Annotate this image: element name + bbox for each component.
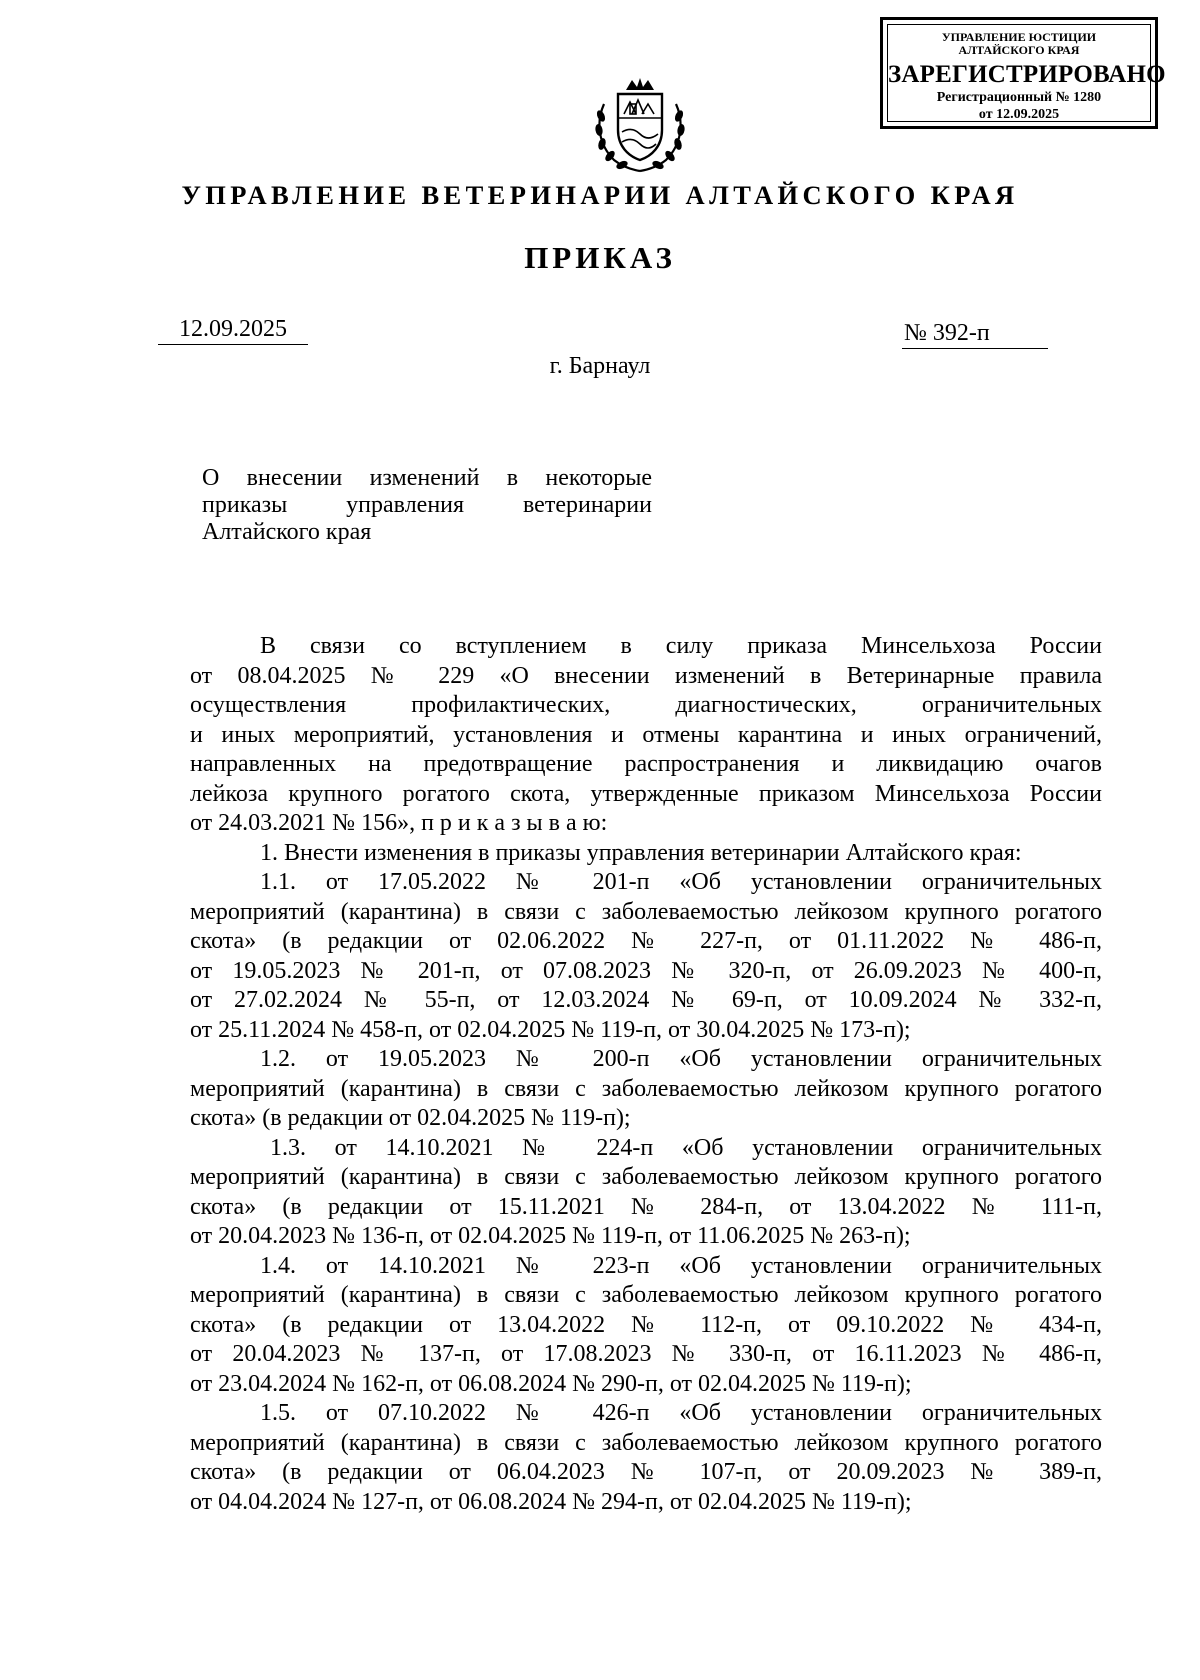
document-date: 12.09.2025 — [158, 316, 308, 345]
body-line: 1.3. от 14.10.2021 № 224-п «Об установлении ограничительных — [270, 1134, 1102, 1161]
body-line: скота» (в редакции от 02.04.2025 № 119-п); — [190, 1105, 631, 1131]
body-line: 1.4. от 14.10.2021 № 223-п «Об установлении ограничительных — [260, 1252, 1102, 1279]
stamp-inner-border — [887, 24, 1166, 122]
body-line: от 20.04.2023 № 137-п, от 17.08.2023 № 330-п, от 16.11.2023 № 486-п, — [190, 1341, 1102, 1367]
body-line: скота» (в редакции от 13.04.2022 № 112-п, от 09.10.2022 № 434-п, — [190, 1311, 1102, 1338]
body-line: от 19.05.2023 № 201-п, от 07.08.2023 № 320-п, от 26.09.2023 № 400-п, — [190, 957, 1102, 984]
body-line: 1. Внести изменения в приказы управления ветеринарии Алтайского края: — [260, 839, 1022, 866]
body-line: 1.1. от 17.05.2022 № 201-п «Об установлении ограничительных — [260, 869, 1102, 895]
subject-line: Алтайского края — [202, 519, 372, 545]
document-body — [190, 632, 1102, 1517]
body-line: от 27.02.2024 № 55-п, от 12.03.2024 № 69-п, от 10.09.2024 № 332-п, — [190, 987, 1102, 1013]
document-number: № 392-п — [902, 320, 1048, 349]
body-line: направленных на предотвращение распространения и ликвидацию очагов — [190, 751, 1102, 777]
subject-line: О внесении изменений в некоторые — [202, 465, 652, 491]
body-line: мероприятий (карантина) в связи с заболеваемостью лейкозом крупного рогатого — [190, 1164, 1102, 1190]
stamp-org-line-2: АЛТАЙСКОГО КРАЯ — [958, 43, 1080, 57]
registration-stamp — [880, 17, 1166, 129]
body-line: и иных мероприятий, установления и отмены карантина и иных ограничений, — [190, 721, 1102, 748]
body-line: скота» (в редакции от 15.11.2021 № 284-п, от 13.04.2022 № 111-п, — [190, 1193, 1102, 1220]
body-line: мероприятий (карантина) в связи с заболеваемостью лейкозом крупного рогатого — [190, 1429, 1102, 1456]
subject-line: приказы управления ветеринарии — [202, 492, 652, 518]
body-line: осуществления профилактических, диагностических, ограничительных — [190, 692, 1102, 718]
body-line: 1.2. от 19.05.2023 № 200-п «Об установлении ограничительных — [260, 1046, 1102, 1072]
stamp-registration-number: Регистрационный № 1280 — [936, 90, 1102, 105]
coat-of-arms-icon — [592, 74, 688, 174]
body-line: от 04.04.2024 № 127-п, от 06.08.2024 № 294-п, от 02.04.2025 № 119-п); — [190, 1488, 912, 1515]
body-line: мероприятий (карантина) в связи с заболеваемостью лейкозом крупного рогатого — [190, 898, 1102, 925]
body-line: лейкоза крупного рогатого скота, утвержденные приказом Минсельхоза России — [190, 780, 1102, 807]
order-word: п р и к а з ы в а ю: — [421, 810, 608, 836]
body-line — [190, 809, 1102, 839]
document-city: г. Барнаул — [549, 353, 651, 379]
agency-name: УПРАВЛЕНИЕ ВЕТЕРИНАРИИ АЛТАЙСКОГО КРАЯ — [181, 180, 1019, 210]
body-line: мероприятий (карантина) в связи с заболеваемостью лейкозом крупного рогатого — [190, 1282, 1102, 1308]
body-line: 1.5. от 07.10.2022 № 426-п «Об установлении ограничительных — [260, 1400, 1102, 1426]
stamp-registration-date: от 12.09.2025 — [978, 107, 1060, 122]
body-line: от 25.11.2024 № 458-п, от 02.04.2025 № 119-п, от 30.04.2025 № 173-п); — [190, 1016, 911, 1043]
document-subject — [202, 465, 652, 546]
body-line: скота» (в редакции от 02.06.2022 № 227-п, от 01.11.2022 № 486-п, — [190, 928, 1102, 954]
stamp-status: ЗАРЕГИСТРИРОВАНО — [888, 61, 1166, 88]
document-type: ПРИКАЗ — [524, 240, 676, 275]
body-line: В связи со вступлением в силу приказа Минсельхоза России — [260, 633, 1102, 659]
body-line: от 23.04.2024 № 162-п, от 06.08.2024 № 290-п, от 02.04.2025 № 119-п); — [190, 1370, 912, 1397]
body-line: скота» (в редакции от 06.04.2023 № 107-п, от 20.09.2023 № 389-п, — [190, 1459, 1102, 1485]
body-line: от 08.04.2025 № 229 «О внесении изменений в Ветеринарные правила — [190, 662, 1102, 689]
body-line: мероприятий (карантина) в связи с заболеваемостью лейкозом крупного рогатого — [190, 1075, 1102, 1102]
preamble-tail: от 24.03.2021 № 156», — [190, 810, 416, 836]
body-line: от 20.04.2023 № 136-п, от 02.04.2025 № 119-п, от 11.06.2025 № 263-п); — [190, 1223, 911, 1249]
stamp-org-line-1: УПРАВЛЕНИЕ ЮСТИЦИИ — [941, 30, 1097, 44]
